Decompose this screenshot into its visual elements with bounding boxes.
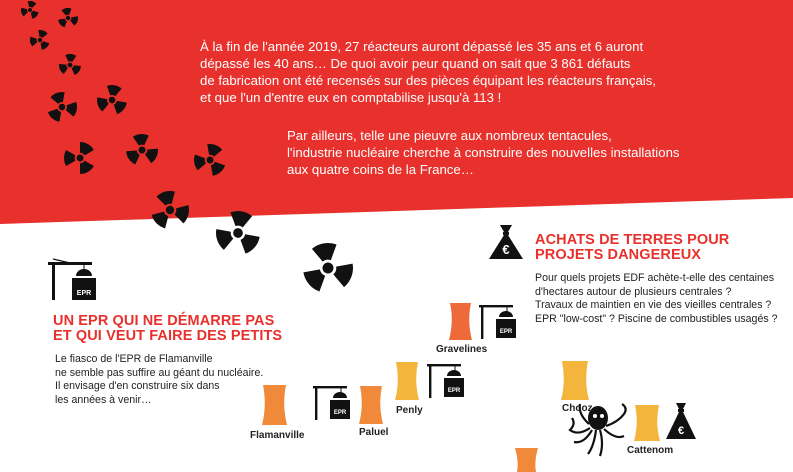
cooling-tower-icon — [395, 362, 419, 400]
money-bag-icon — [666, 403, 696, 439]
site-label-flamanville: Flamanville — [250, 430, 305, 441]
epr-body-line: Il envisage d'en construire six dans — [55, 380, 220, 392]
achats-heading-line: PROJETS DANGEREUX — [535, 247, 702, 263]
cooling-tower-icon — [634, 405, 660, 441]
cooling-tower-icon — [515, 448, 538, 472]
site-label-chooz: Chooz — [562, 403, 593, 414]
money-bag-euro-sign: € — [677, 425, 685, 437]
intro-line: de fabrication ont été recensés sur des pièces équipant les réacteurs français, — [200, 73, 656, 88]
site-label-cattenom: Cattenom — [627, 445, 674, 456]
epr-sign-label: EPR — [447, 388, 461, 394]
epr-heading-line: UN EPR QUI NE DÉMARRE PAS — [53, 313, 275, 329]
intro-line: À la fin de l'année 2019, 27 réacteurs auront dépassé les 35 ans et 6 auront — [200, 39, 644, 54]
money-bag-euro-sign: € — [502, 242, 510, 257]
epr-heading-line: ET QUI VEUT FAIRE DES PETITS — [53, 328, 283, 344]
cooling-tower-icon — [262, 385, 287, 425]
epr-body-line: Le fiasco de l'EPR de Flamanville — [55, 353, 213, 365]
epr-crane-icon — [313, 386, 350, 420]
site-label-gravelines: Gravelines — [436, 344, 488, 355]
intro-line: Par ailleurs, telle une pieuvre aux nombreux tentacules, — [287, 128, 612, 143]
cooling-tower-icon — [561, 361, 589, 400]
achats-body-line: Pour quels projets EDF achète-t-elle des centaines — [535, 272, 775, 284]
epr-body-line: ne semble pas suffire au géant du nucléaire. — [55, 366, 264, 379]
intro-line: aux quatre coins de la France… — [287, 162, 474, 177]
site-label-paluel: Paluel — [359, 427, 389, 438]
site-label-penly: Penly — [396, 405, 423, 416]
intro-line: l'industrie nucléaire cherche à construire des nouvelles installations — [287, 145, 680, 160]
cooling-tower-icon — [359, 386, 383, 424]
epr-crane-icon — [427, 364, 464, 398]
epr-sign-label: EPR — [499, 329, 513, 335]
intro-line: et que l'un d'entre eux en comptabilise jusqu'à 113 ! — [200, 90, 502, 105]
epr-icon-label: EPR — [76, 290, 92, 297]
epr-crane-icon — [479, 305, 516, 339]
achats-body-line: d'hectares autour de plusieurs centrales ? — [535, 285, 732, 298]
intro-line: dépassé les 40 ans… De quoi avoir peur quand on sait que 3 861 défauts — [200, 56, 631, 71]
achats-body-line: EPR "low-cost" ? Piscine de combustibles usagés ? — [535, 312, 778, 325]
epr-body-line: les années à venir… — [55, 393, 152, 406]
epr-sign-label: EPR — [333, 410, 347, 416]
achats-body-line: Travaux de maintien en vie des vieilles centrales ? — [535, 299, 772, 311]
achats-heading-line: ACHATS DE TERRES POUR — [535, 232, 730, 248]
cooling-tower-icon — [449, 303, 472, 340]
